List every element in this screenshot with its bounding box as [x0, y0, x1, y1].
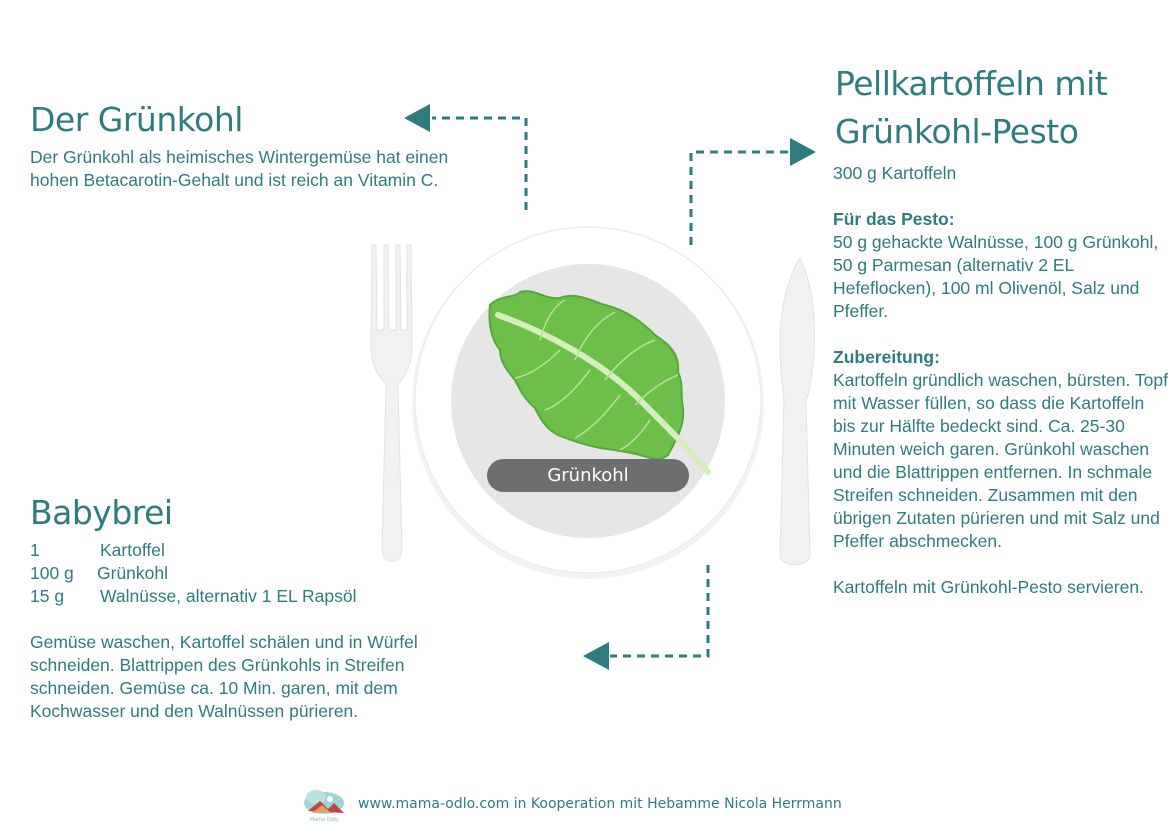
logo-text: Mama Odlo: [309, 817, 339, 823]
ingredient-qty: 100 g: [30, 563, 74, 583]
recipe-title-line2: Grünkohl-Pesto: [835, 112, 1079, 151]
serve-text: Kartoffeln mit Grünkohl-Pesto servieren.: [833, 577, 1144, 597]
arrow-top-right: [691, 152, 790, 245]
ingredient-item: Grünkohl: [97, 563, 169, 583]
prep-text: Kartoffeln gründlich waschen, bürsten. Topf mit Wasser füllen, so dass die Kartoffeln bis zur Hälfte bedeckt sind. Ca. 25-30 Minuten weich garen. Grünkohl waschen und die Blattrippen entfernen. In schmale Streifen schneiden. Zusammen mit den übrigen Zutaten pürieren und mit Salz und Pfeffer abschmecken.: [833, 370, 1168, 551]
knife-icon: [780, 258, 815, 565]
gruenkohl-title: Der Grünkohl: [30, 100, 243, 139]
ingredient-row: [30, 585, 356, 608]
pesto-heading: Für das Pesto:: [833, 209, 955, 229]
ingredient-qty: 15 g: [30, 586, 65, 606]
arrow-bottom: [610, 565, 708, 656]
recipe-title: [835, 60, 1165, 156]
ingredient-qty: 1: [30, 540, 40, 560]
footer-text[interactable]: www.mama-odlo.com in Kooperation mit Hebamme Nicola Herrmann: [358, 796, 842, 812]
ingredient-item: Kartoffel: [100, 540, 165, 560]
babybrei-title: Babybrei: [30, 493, 173, 532]
mama-odlo-logo-icon: [300, 785, 348, 823]
prep-heading: Zubereitung:: [833, 347, 940, 367]
arrow-head-left-icon: [404, 104, 430, 132]
ingredient-item: Walnüsse, alternativ 1 EL Rapsöl: [100, 586, 357, 606]
gruenkohl-description: Der Grünkohl als heimisches Wintergemüse hat einen hohen Betacarotin-Gehalt und ist reich an Vitamin C.: [30, 147, 449, 190]
footer: [300, 784, 842, 824]
arrow-head-left-bottom-icon: [583, 642, 609, 670]
babybrei-instructions: Gemüse waschen, Kartoffel schälen und in Würfel schneiden. Blattrippen des Grünkohls in Streifen schneiden. Gemüse ca. 10 Min. garen, mit dem Kochwasser und den Walnüssen pürieren.: [30, 632, 418, 721]
recipe-body: [833, 162, 1168, 599]
babybrei-ingredients: [30, 539, 356, 608]
plate-label: Grünkohl: [487, 459, 689, 492]
ingredient-row: [30, 539, 356, 562]
ingredient-row: [30, 562, 356, 585]
fork-icon: [371, 245, 412, 561]
recipe-potatoes: 300 g Kartoffeln: [833, 163, 957, 183]
recipe-title-line1: Pellkartoffeln mit: [835, 64, 1108, 103]
arrow-head-right-icon: [790, 138, 816, 166]
pesto-text: 50 g gehackte Walnüsse, 100 g Grünkohl, 50 g Parmesan (alternativ 2 EL Hefeflocken), 100 ml Olivenöl, Salz und Pfeffer.: [833, 232, 1159, 321]
